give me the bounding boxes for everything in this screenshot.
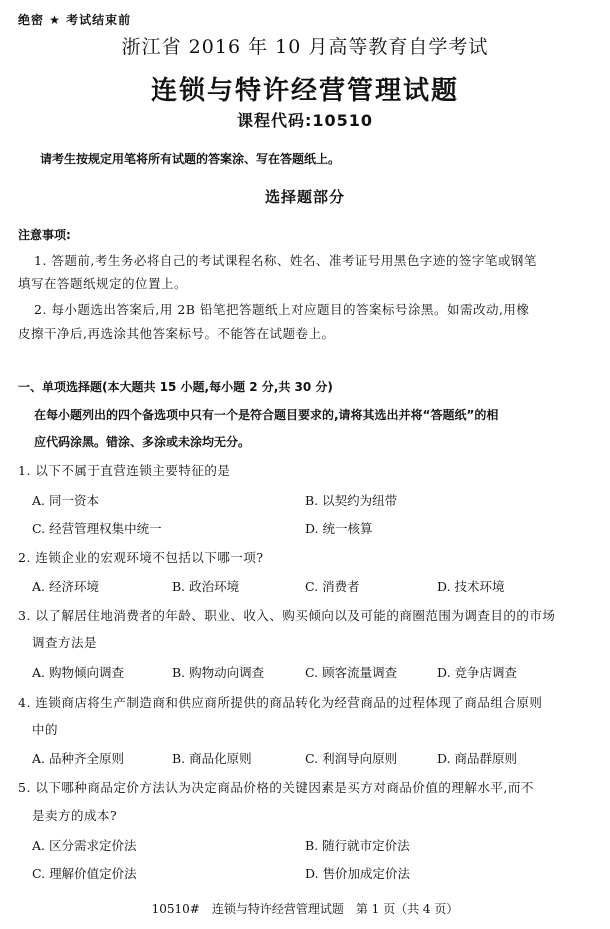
question-stem: 2. 连锁企业的宏观环境不包括以下哪一项? (18, 550, 264, 565)
exam-title: 浙江省 2016 年 10 月高等教育自学考试 (121, 36, 489, 58)
question-stem-cont: 中的 (32, 722, 59, 737)
option-a: A. 购物倾向调查 (32, 665, 124, 680)
option-a: A. 区分需求定价法 (32, 838, 137, 853)
note-1-line-1: 1. 答题前,考生务必将自己的考试课程名称、姓名、准考证号用黑色字迹的签字笔或钢笔 (34, 253, 537, 268)
section-title: 一、单项选择题(本大题共 15 小题,每小题 2 分,共 30 分) (18, 380, 333, 394)
paper-title: 连锁与特许经营管理试题 (150, 76, 459, 106)
option-a: A. 同一资本 (32, 493, 99, 508)
option-b: B. 商品化原则 (172, 751, 252, 766)
option-c: C. 消费者 (305, 579, 360, 594)
option-c: C. 利润导向原则 (305, 751, 398, 766)
note-1-line-2: 填写在答题纸规定的位置上。 (18, 276, 188, 291)
answer-instruction: 请考生按规定用笔将所有试题的答案涂、写在答题纸上。 (40, 152, 341, 166)
option-d: D. 售价加成定价法 (305, 866, 411, 881)
question-stem: 4. 连锁商店将生产制造商和供应商所提供的商品转化为经营商品的过程体现了商品组合原则 (18, 695, 543, 710)
option-b: B. 购物动向调查 (172, 665, 265, 680)
option-d: D. 商品群原则 (437, 751, 518, 766)
option-b: B. 政治环境 (172, 579, 240, 594)
option-a: A. 经济环境 (32, 579, 99, 594)
option-b: B. 随行就市定价法 (305, 838, 410, 853)
option-d: D. 竞争店调查 (437, 665, 518, 680)
section-desc-line-1: 在每小题列出的四个备选项中只有一个是符合题目要求的,请将其选出并将“答题纸”的相 (34, 408, 499, 422)
confidential-label: 绝密 ★ 考试结束前 (18, 13, 132, 27)
option-c: C. 理解价值定价法 (32, 866, 137, 881)
question-stem-cont: 调查方法是 (32, 635, 98, 650)
section-desc-line-2: 应代码涂黑。错涂、多涂或未涂均无分。 (34, 435, 251, 449)
option-c: C. 经营管理权集中统一 (32, 521, 162, 536)
page-footer: 10510# 连锁与特许经营管理试题 第 1 页（共 4 页） (151, 902, 459, 916)
option-d: D. 技术环境 (437, 579, 505, 594)
notes-heading: 注意事项: (18, 228, 71, 242)
question-stem: 5. 以下哪种商品定价方法认为决定商品价格的关键因素是买方对商品价值的理解水平,而不 (18, 780, 534, 795)
question-stem-cont: 是卖方的成本? (32, 808, 118, 823)
question-stem: 3. 以了解居住地消费者的年龄、职业、收入、购买倾向以及可能的商圈范围为调查目的的市场 (18, 608, 556, 623)
option-d: D. 统一核算 (305, 521, 373, 536)
part-title: 选择题部分 (264, 188, 345, 206)
option-a: A. 品种齐全原则 (32, 751, 124, 766)
option-c: C. 顾客流量调查 (305, 665, 398, 680)
note-2-line-1: 2. 每小题选出答案后,用 2B 铅笔把答题纸上对应题目的答案标号涂黑。如需改动,用橡 (34, 302, 530, 317)
option-b: B. 以契约为纽带 (305, 493, 398, 508)
note-2-line-2: 皮擦干净后,再选涂其他答案标号。不能答在试题卷上。 (18, 326, 335, 341)
question-stem: 1. 以下不属于直营连锁主要特征的是 (18, 463, 231, 478)
course-code: 课程代码:10510 (236, 111, 374, 130)
